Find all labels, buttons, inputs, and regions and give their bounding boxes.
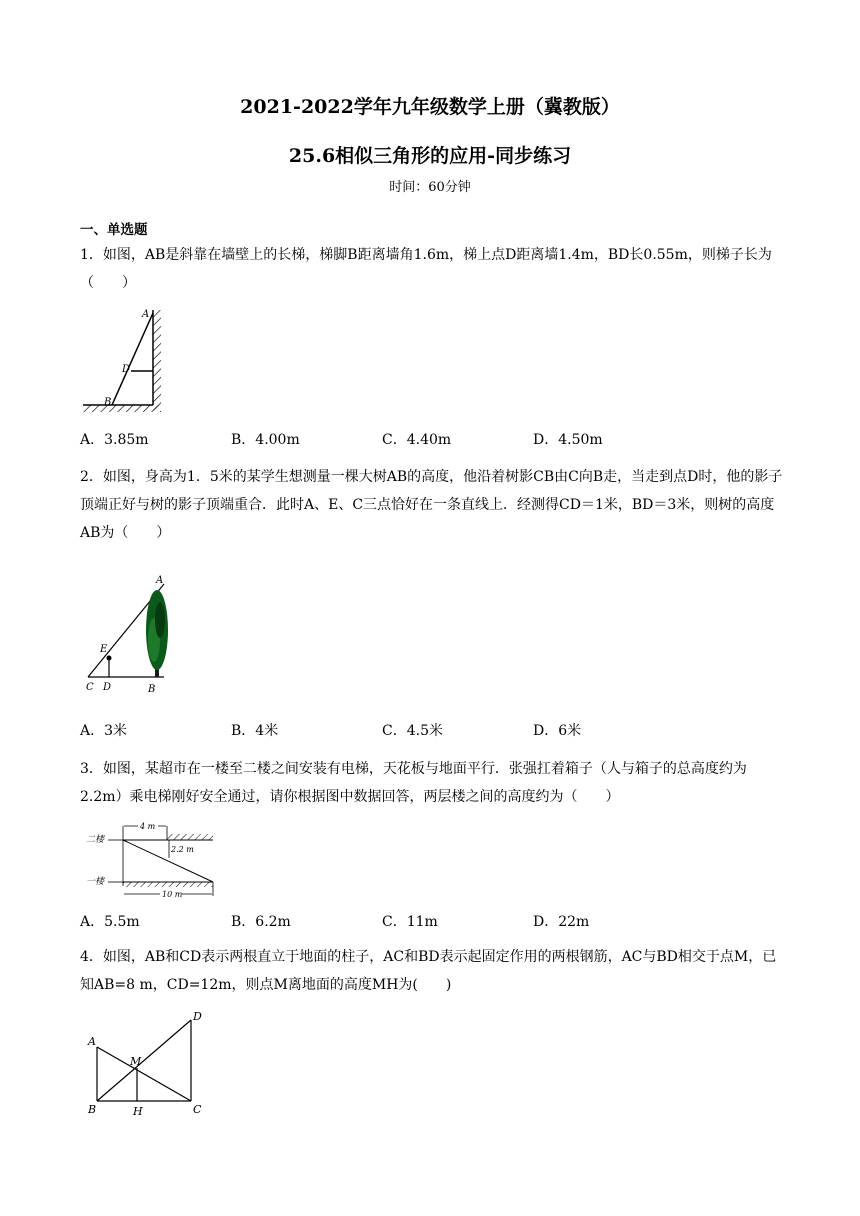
label-h: H xyxy=(133,1105,143,1118)
question-3-options xyxy=(80,911,785,931)
label-second-floor: 二楼 xyxy=(86,835,105,845)
label-first-floor: 一楼 xyxy=(86,877,105,887)
label-c: C xyxy=(193,1103,202,1116)
page-subtitle: 25.6相似三角形的应用-同步练习 xyxy=(288,145,572,167)
option-b[interactable]: B．4米 xyxy=(231,723,279,739)
label-m: M xyxy=(130,1055,142,1068)
label-b: B xyxy=(88,1103,97,1116)
question-1-options xyxy=(80,429,785,449)
option-d[interactable]: D．6米 xyxy=(533,723,582,739)
question-1-figure xyxy=(80,305,180,415)
label-d: D xyxy=(122,364,131,375)
label-d: D xyxy=(193,1010,202,1023)
label-e: E xyxy=(100,644,108,655)
option-a[interactable]: A．3.85m xyxy=(80,432,149,448)
label-b: B xyxy=(104,397,112,408)
time-limit: 时间：60分钟 xyxy=(389,180,471,195)
page-title: 2021-2022学年九年级数学上册（冀教版） xyxy=(240,96,620,118)
label-10m: 10 m xyxy=(162,890,183,899)
label-c: C xyxy=(86,682,94,693)
question-1-stem: 1．如图，AB是斜靠在墙壁上的长梯，梯脚B距离墙角1.6m，梯上点D距离墙1.4m，BD长0.55m，则梯子长为（ ） xyxy=(80,247,772,291)
option-c[interactable]: C．4.40m xyxy=(382,432,452,448)
label-4m: 4 m xyxy=(140,822,156,831)
question-2-options xyxy=(80,720,785,740)
option-d[interactable]: D．4.50m xyxy=(533,432,603,448)
question-2-stem: 2．如图，身高为1．5米的某学生想测量一棵大树AB的高度，他沿着树影CB由C向B走，当走到点D时，他的影子顶端正好与树的影子顶端重合．此时A、E、C三点恰好在一条直线上．经测得CD＝1米，BD＝3米，则树的高度AB为（ ） xyxy=(80,469,783,541)
question-3-stem: 3．如图，某超市在一楼至二楼之间安装有电梯，天花板与地面平行．张强扛着箱子（人与箱子的总高度约为2.2m）乘电梯刚好安全通过，请你根据图中数据回答，两层楼之间的高度约为（ ） xyxy=(80,761,747,805)
label-a: A xyxy=(156,575,164,586)
option-a[interactable]: A．3米 xyxy=(80,723,128,739)
option-c[interactable]: C．11m xyxy=(382,914,438,930)
option-b[interactable]: B．6.2m xyxy=(231,914,291,930)
question-3-figure xyxy=(80,820,225,905)
tree-icon xyxy=(146,590,168,677)
question-4-stem: 4．如图，AB和CD表示两根直立于地面的柱子，AC和BD表示起固定作用的两根钢筋，AC与BD相交于点M，已知AB=8 m，CD=12m，则点M离地面的高度MH为( ) xyxy=(80,949,777,993)
label-a: A xyxy=(142,309,150,320)
label-2-2m: 2.2 m xyxy=(171,845,194,854)
label-b: B xyxy=(148,684,156,695)
option-b[interactable]: B．4.00m xyxy=(231,432,300,448)
option-c[interactable]: C．4.5米 xyxy=(382,723,443,739)
label-a: A xyxy=(88,1035,96,1048)
section-heading: 一、单选题 xyxy=(80,222,148,238)
question-2-figure xyxy=(80,570,190,700)
question-4-figure xyxy=(80,1005,215,1120)
option-a[interactable]: A．5.5m xyxy=(80,914,140,930)
option-d[interactable]: D．22m xyxy=(533,914,590,930)
label-d: D xyxy=(103,682,112,693)
